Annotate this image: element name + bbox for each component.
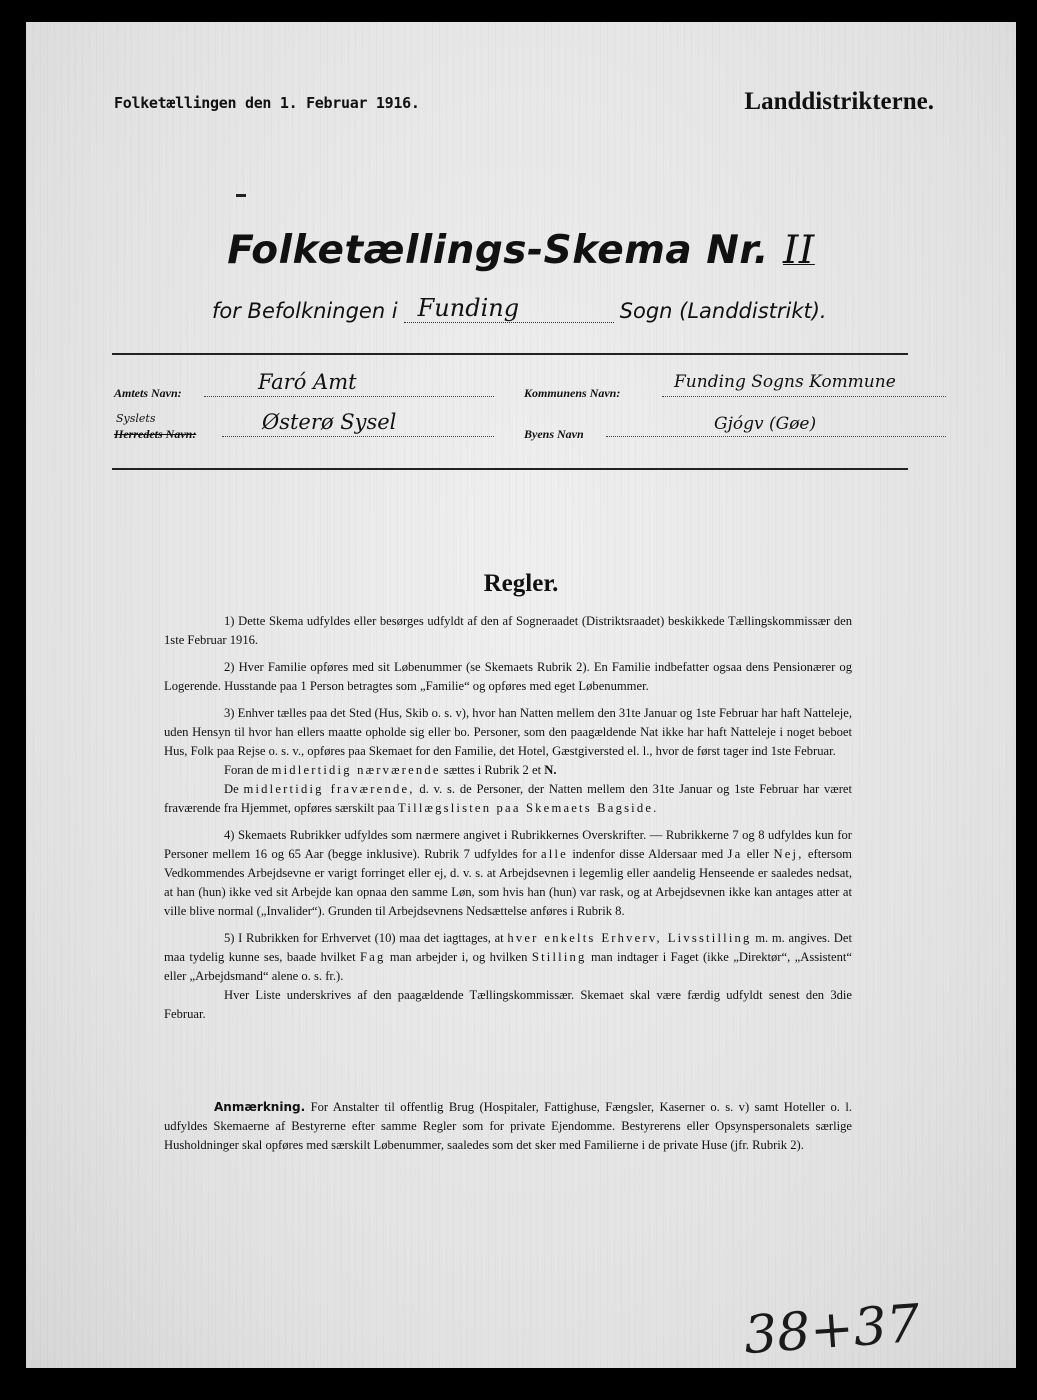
kommune-label: Kommunens Navn: [524, 386, 621, 400]
top-rule [112, 353, 908, 355]
rule-3-absent: De midlertidig fraværende, d. v. s. de Personer, der Natten mellem den 31te Januar og 1ste Februar har været fraværende fra Hjemmet, opføres særskilt paa Tillægslisten paa Skemaets Bagside. [164, 782, 852, 815]
rule-2: 2) Hver Familie opføres med sit Løbenummer (se Skemaets Rubrik 2). En Familie indbefatter ogsaa dens Pensionærer og Logerende. Husstande paa 1 Person betragtes som „Familie“ og opføres med eget Løbenummer. [164, 660, 852, 693]
rules-heading: Regler. [483, 570, 559, 597]
ink-dash-mark [236, 194, 246, 197]
note-label: Anmærkning. [214, 1100, 306, 1114]
handwritten-page-number: 38+37 [742, 1293, 922, 1367]
herred-label: Herredets Navn: [114, 427, 197, 441]
form-title [26, 228, 1016, 273]
amt-value: Faró Amt [258, 370, 357, 394]
kommune-value: Funding Sogns Kommune [674, 372, 896, 392]
note-text: For Anstalter til offentlig Brug (Hospitaler, Fattighuse, Fængsler, Kaserner o. s. v) samt Hoteller o. l. udfyldes Skemaerne af Bestyrerne efter samme Regler som for private Ejendomme. Bestyrerens eller Opsynspersonalets særlige Husholdninger skal opføres med særskilt Løbenummer, saaledes som det sker med Familierne i de private Huse (jfr. Rubrik 2). [164, 1100, 852, 1152]
rule-5: 5) I Rubrikken for Erhvervet (10) maa det iagttages, at hver enkelts Erhverv, Livsstilling m. m. angives. Det maa tydelig kunne ses, baade hvilket Fag man arbejder i, og hvilken Stilling man indtager i Faget (ikke „Direktør“, „Assistent“ eller „Arbejdsmand“ alene o. s. fr.). [164, 931, 853, 983]
herred-value: Østerø Sysel [262, 410, 397, 434]
rules-body [164, 612, 852, 1032]
fields-bottom-rule [112, 468, 908, 470]
form-subtitle [212, 294, 827, 323]
rule-6: Hver Liste underskrives af den paagældende Tællingskommissær. Skemaet skal være færdig udfyldt senest den 3die Februar. [164, 988, 852, 1021]
subtitle-prefix: for Befolkningen i [212, 299, 398, 323]
form-title-text: Folketællings-Skema Nr. [227, 228, 769, 273]
herred-correction: Syslets [116, 412, 156, 425]
by-label: Byens Navn [524, 427, 584, 441]
rule-4: 4) Skemaets Rubrikker udfyldes som nærmere angivet i Rubrikkernes Overskrifter. — Rubrikkerne 7 og 8 udfyldes kun for Personer mellem 16 og 65 Aar (begge inklusive). Rubrik 7 udfyldes for alle indenfor disse Aldersaar med Ja eller Nej, eftersom Vedkommendes Arbejdsevne er varigt forringet eller ej, d. v. s. at Arbejdsevnen i legemlig eller aandelig Henseende er saaledes nedsat, at han (hun) ikke ved sit Arbejde kan opnaa den samme Løn, som hvis han (hun) var rask, og at Arbejdsevnen ikke kan antages atter at ville blive normal („Invalider“). Grunden til Arbejdsevnens Nedsættelse anføres i Rubrik 8. [164, 828, 852, 918]
by-value: Gjógv (Gøe) [714, 414, 817, 434]
rule-1: 1) Dette Skema udfyldes eller besørges udfyldt af den af Sognerаadet (Distriktsraadet) beskikkede Tællingskommissær den 1ste Februar 1916. [164, 614, 852, 647]
census-form-page [26, 22, 1016, 1368]
rule-3: 3) Enhver tælles paa det Sted (Hus, Skib o. s. v), hvor han Natten mellem den 31te Januar og 1ste Februar har haft Natteleje, uden Hensyn til hvor han ellers maatte opholde sig eller bo. Personer, som den paagældende Nat ikke har haft Natteleje i noget beboet Hus, Folk paa Rejse o. s. v., opføres paa Skemaet for den Familie, det Hotel, Gæstgiversted el. l., hvor de først tager ind 1ste Februar. [164, 706, 852, 758]
parish-field [404, 294, 614, 323]
amt-label: Amtets Navn: [114, 386, 182, 400]
subtitle-suffix: Sogn (Landdistrikt). [619, 299, 827, 323]
rule-3-present: Foran de midlertidig nærværende sættes i Rubrik 2 et N. [224, 763, 557, 777]
district-type-header: Landdistrikterne. [744, 88, 934, 115]
form-number-handwritten: II [782, 228, 815, 273]
parish-handwritten: Funding [417, 294, 520, 322]
note-paragraph [164, 1098, 852, 1155]
census-date-header: Folketællingen den 1. Februar 1916. [114, 94, 420, 112]
